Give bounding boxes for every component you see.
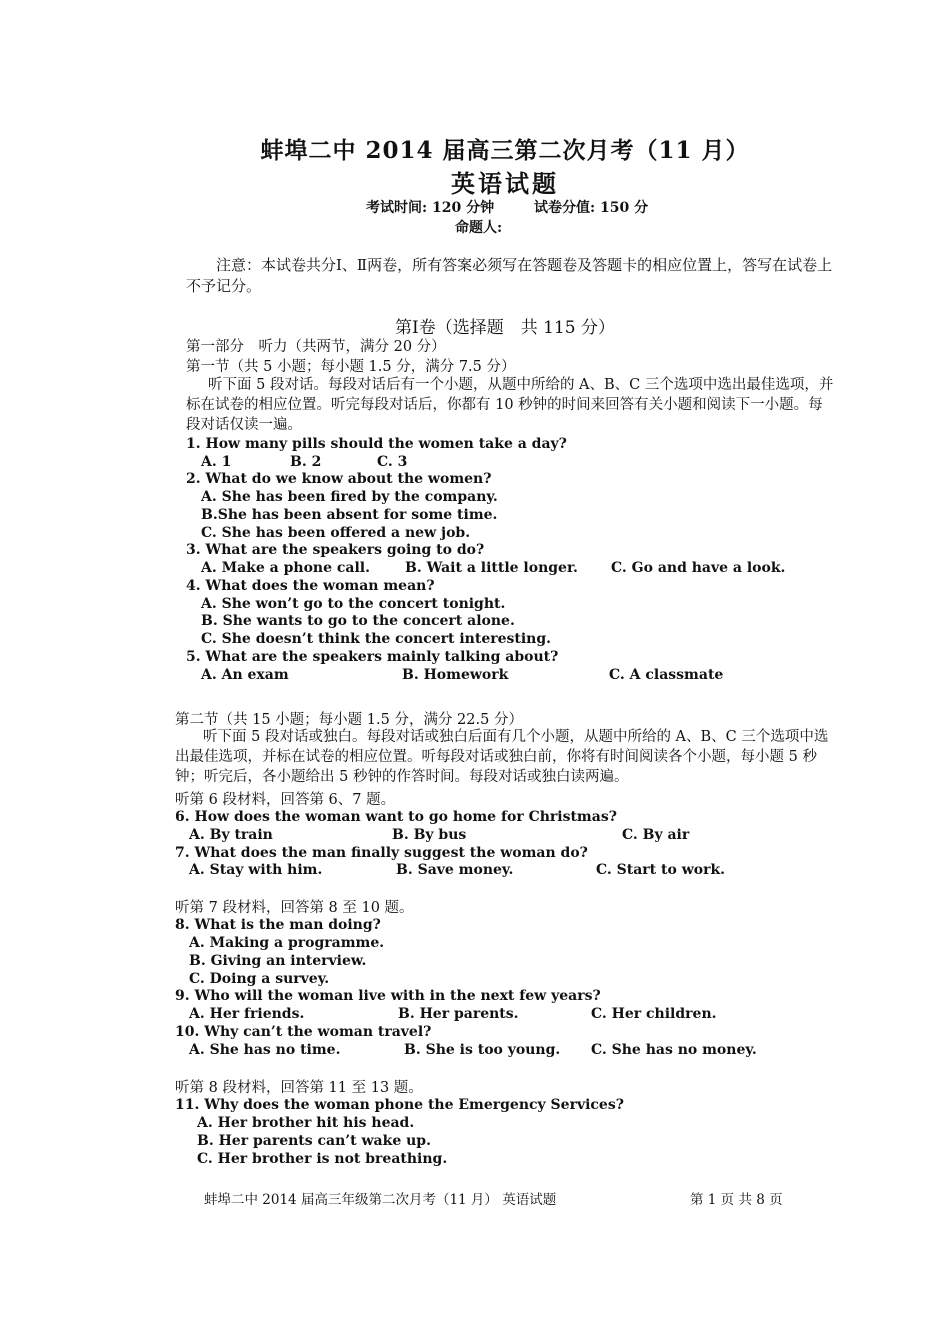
q1-option-a: A. 1 (201, 454, 232, 470)
q3-option-b: B. Wait a little longer. (405, 560, 578, 576)
notice-text: 注意：本试卷共分Ⅰ、Ⅱ两卷，所有答案必须写在答题卷及答题卡的相应位置上，答写在试卷上不予记分。 (186, 256, 833, 295)
q4-option-c: C. She doesn’t think the concert interesting. (201, 631, 552, 647)
q4-option-a: A. She won’t go to the concert tonight. (201, 596, 506, 612)
exam-time: 考试时间: 120 分钟 (366, 200, 495, 216)
q6-option-a: A. By train (189, 827, 273, 843)
q5-option-c: C. A classmate (609, 667, 724, 683)
q6-option-c: C. By air (622, 827, 690, 843)
q9-option-a: A. Her friends. (189, 1006, 305, 1022)
footer-page-number: 第 1 页 共 8 页 (690, 1192, 783, 1208)
q5-option-a: A. An exam (201, 667, 289, 683)
section2-title: 第二节（共 15 小题；每小题 1.5 分，满分 22.5 分） (175, 712, 523, 728)
q11-option-b: B. Her parents can’t wake up. (197, 1133, 431, 1149)
question-5: 5. What are the speakers mainly talking about? (186, 649, 559, 665)
q2-option-b: B.She has been absent for some time. (201, 507, 498, 523)
q10-option-c: C. She has no money. (591, 1042, 757, 1058)
q6-option-b: B. By bus (392, 827, 467, 843)
q11-option-c: C. Her brother is not breathing. (197, 1151, 448, 1167)
q5-option-b: B. Homework (402, 667, 509, 683)
q8-option-a: A. Making a programme. (189, 935, 385, 951)
q2-option-a: A. She has been fired by the company. (201, 489, 498, 505)
q7-option-b: B. Save money. (396, 862, 514, 878)
q8-option-b: B. Giving an interview. (189, 953, 367, 969)
q9-option-c: C. Her children. (591, 1006, 717, 1022)
q3-option-c: C. Go and have a look. (611, 560, 786, 576)
question-10: 10. Why can’t the woman travel? (175, 1024, 432, 1040)
group-8-heading: 听第 8 段材料，回答第 11 至 13 题。 (175, 1080, 423, 1096)
group-7-heading: 听第 7 段材料，回答第 8 至 10 题。 (175, 900, 414, 916)
q8-option-c: C. Doing a survey. (189, 971, 330, 987)
q4-option-b: B. She wants to go to the concert alone. (201, 613, 515, 629)
q3-option-a: A. Make a phone call. (201, 560, 370, 576)
question-2: 2. What do we know about the women? (186, 471, 492, 487)
part1-title: 第一部分 听力（共两节，满分 20 分） (186, 339, 446, 355)
question-3: 3. What are the speakers going to do? (186, 542, 485, 558)
exam-subtitle: 英语试题 (451, 169, 559, 198)
exam-title: 蚌埠二中 2014 届高三第二次月考（11 月） (260, 137, 750, 164)
question-9: 9. Who will the woman live with in the next few years? (175, 988, 601, 1004)
section2-instructions: 听下面 5 段对话或独白。每段对话或独白后面有几个小题，从题中所给的 A、B、C 三个选项中选出最佳选项，并标在试卷的相应位置。听每段对话或独白前，你将有时间阅读各个小题，每小题 5 秒钟；听完后，各小题给出 5 秒钟的作答时间。每段对话或独白读两遍。 (175, 729, 829, 785)
exam-score: 试卷分值: 150 分 (534, 200, 649, 216)
q9-option-b: B. Her parents. (398, 1006, 519, 1022)
question-6: 6. How does the woman want to go home for Christmas? (175, 809, 617, 825)
q11-option-a: A. Her brother hit his head. (197, 1115, 415, 1131)
q1-option-c: C. 3 (377, 454, 408, 470)
q10-option-b: B. She is too young. (404, 1042, 561, 1058)
question-8: 8. What is the man doing? (175, 917, 381, 933)
q10-option-a: A. She has no time. (189, 1042, 341, 1058)
q1-option-b: B. 2 (290, 454, 322, 470)
question-7: 7. What does the man finally suggest the woman do? (175, 845, 588, 861)
group-6-heading: 听第 6 段材料，回答第 6、7 题。 (175, 792, 396, 808)
section1-instructions: 听下面 5 段对话。每段对话后有一个小题，从题中所给的 A、B、C 三个选项中选出最佳选项，并标在试卷的相应位置。听完每段对话后，你都有 10 秒钟的时间来回答有关小题和阅读下一小题。每段对话仅读一遍。 (186, 377, 834, 433)
section1-title: 第一节（共 5 小题；每小题 1.5 分，满分 7.5 分） (186, 359, 516, 375)
exam-author: 命题人: (455, 220, 503, 236)
volume-title: 第Ⅰ卷（选择题 共 115 分） (395, 318, 615, 338)
q7-option-a: A. Stay with him. (189, 862, 323, 878)
question-11: 11. Why does the woman phone the Emergency Services? (175, 1097, 624, 1113)
question-1: 1. How many pills should the women take a day? (186, 436, 567, 452)
q2-option-c: C. She has been offered a new job. (201, 525, 471, 541)
question-4: 4. What does the woman mean? (186, 578, 435, 594)
q7-option-c: C. Start to work. (596, 862, 726, 878)
footer-exam-name: 蚌埠二中 2014 届高三年级第二次月考（11 月） 英语试题 (204, 1192, 557, 1208)
